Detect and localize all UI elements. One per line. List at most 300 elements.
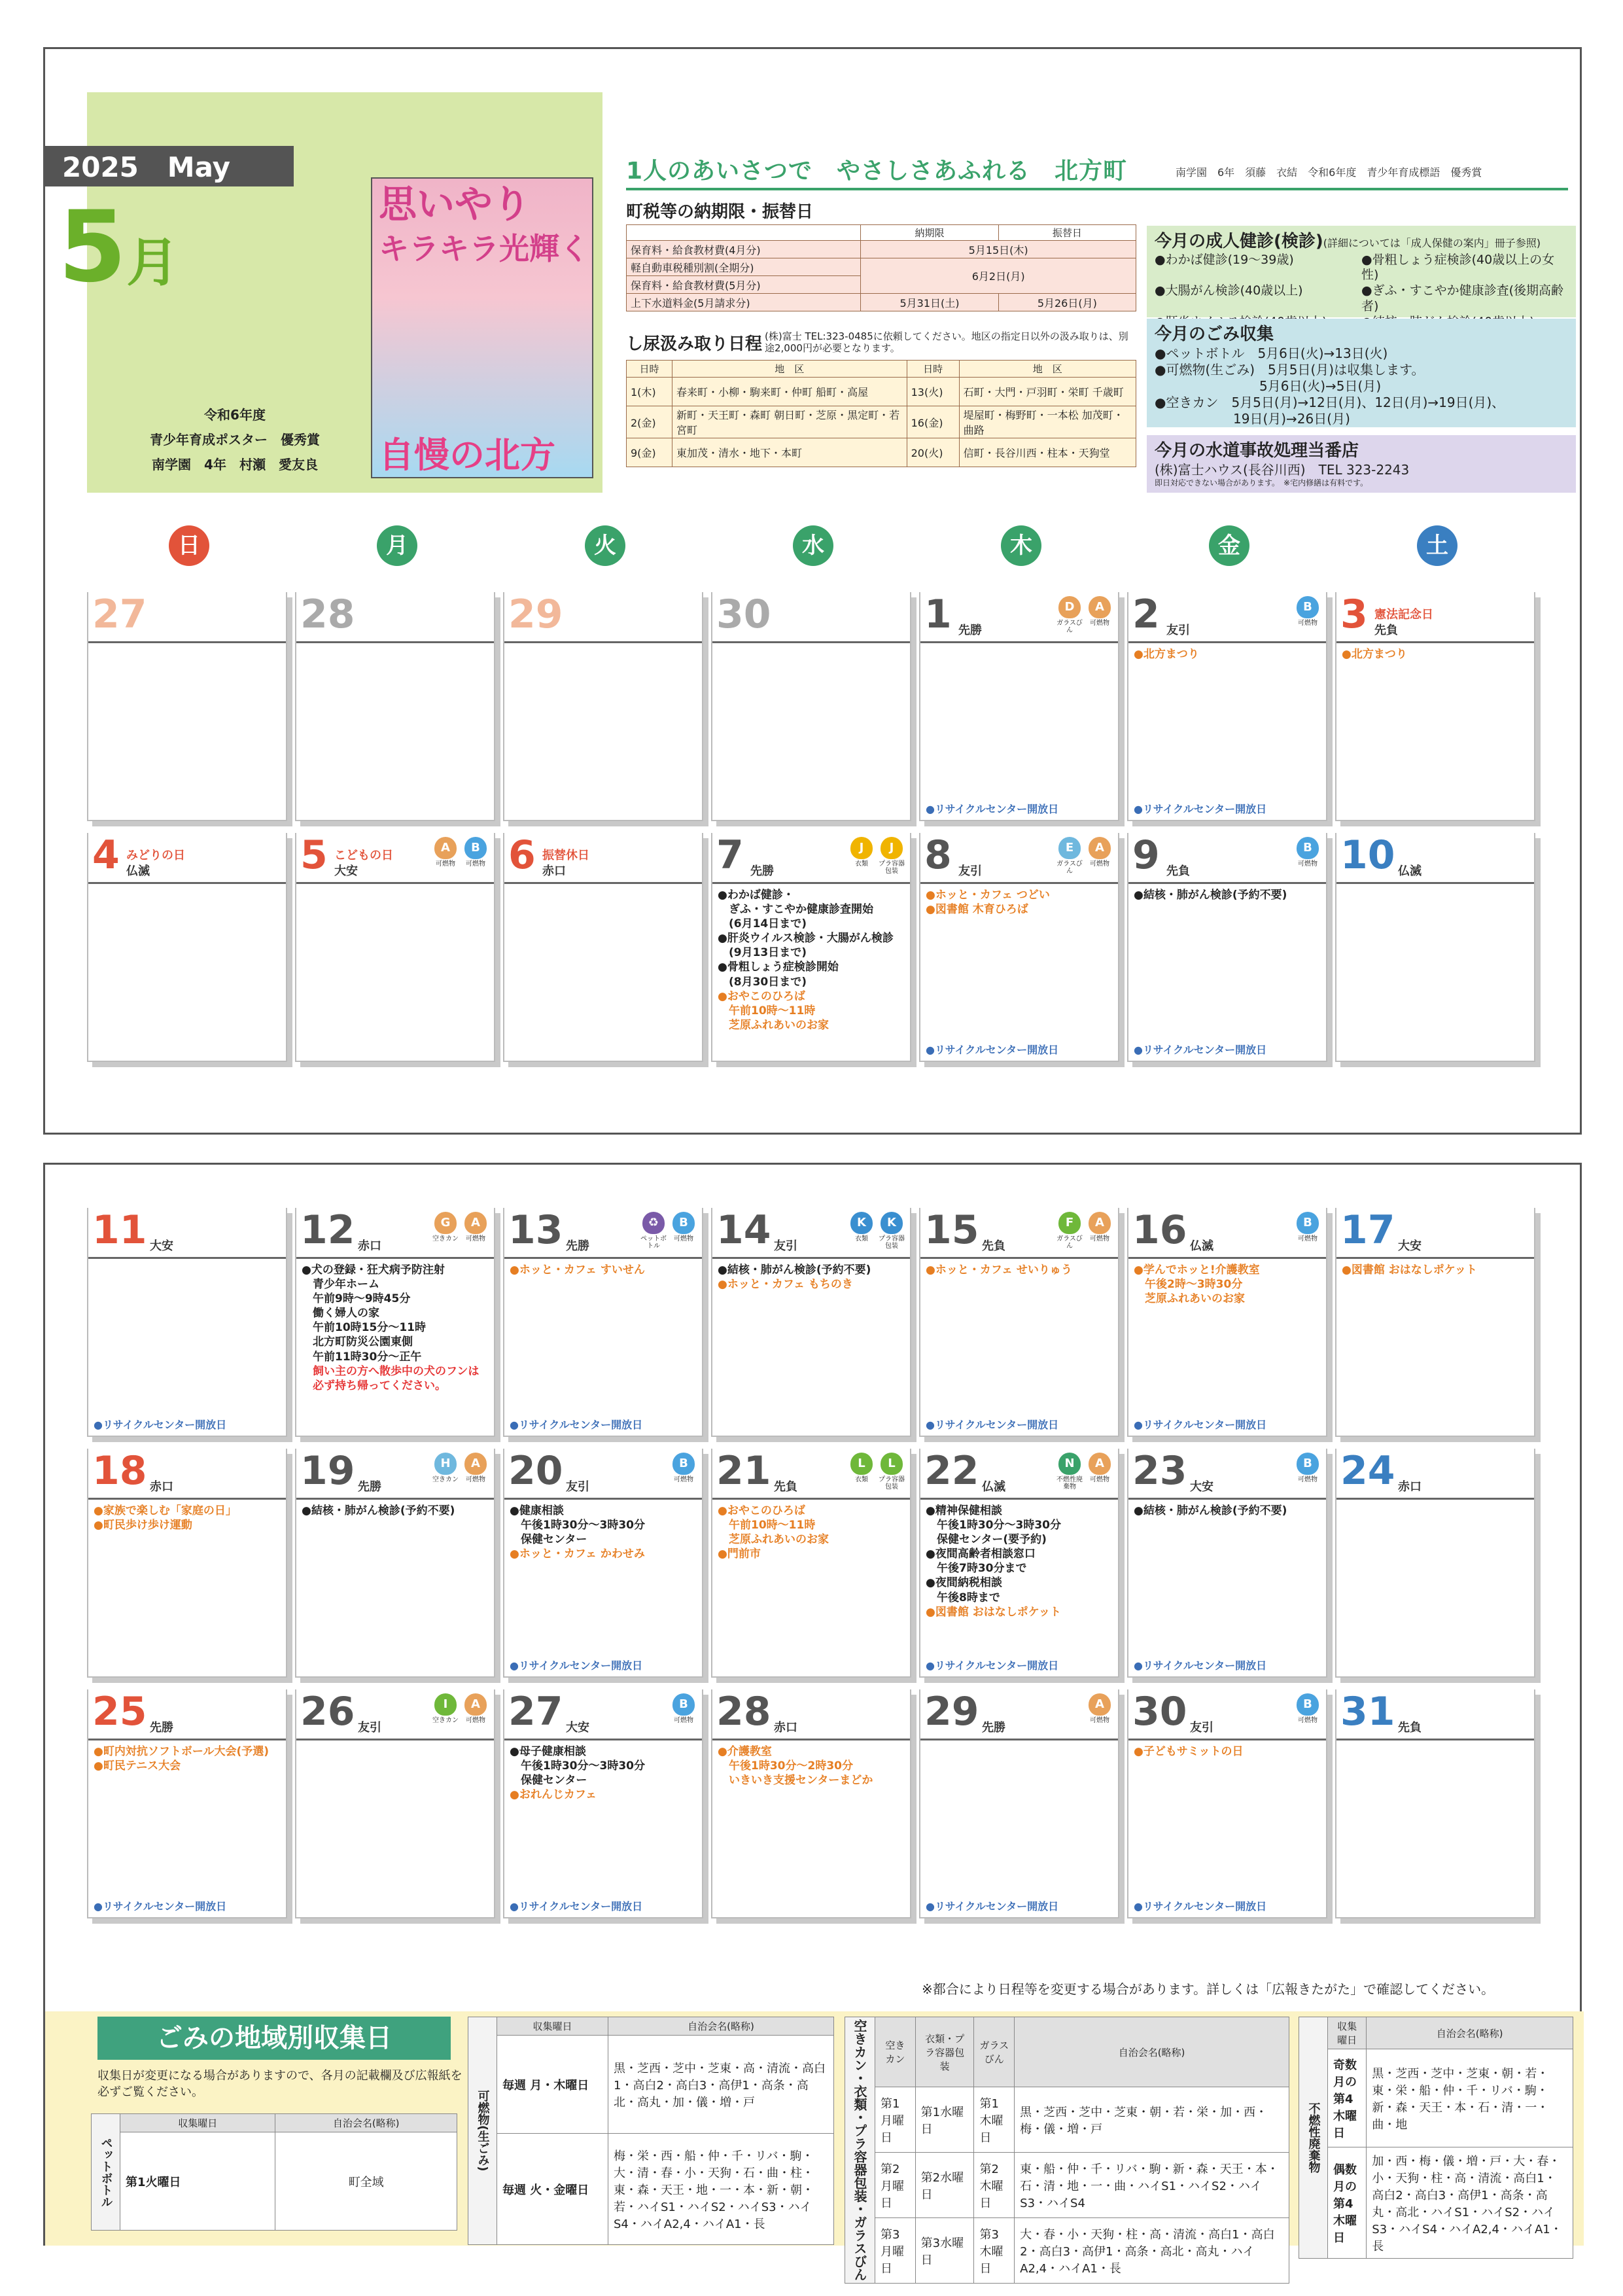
bag-label: 可燃物 [1298,1235,1318,1243]
bag-letter: A [1089,837,1111,859]
day-header [88,1689,286,1740]
garbage-bag-icon [1087,1693,1113,1724]
pet-table: ペットボトル 収集曜日 自治会名(略称) 第1火曜日 町全域 [91,2113,457,2231]
bag-letter: A [1089,1453,1111,1475]
day-events [1134,1744,1323,1759]
day-cell [919,592,1119,821]
bag-label: 可燃物 [1298,860,1318,868]
day-header [1128,833,1326,884]
garbage-icons [1056,1453,1113,1491]
event-line: 午後1時30分〜3時30分 [510,1759,645,1773]
bag-label: 可燃物 [674,1235,693,1243]
garbage-icons [432,1693,489,1724]
rokuyo: 赤口 [542,864,566,878]
garbage-icons [432,1212,489,1243]
event-line: ●図書館 木育ひろば [926,903,1028,917]
bag-label: 可燃物 [466,1717,485,1724]
bag-label: 衣類 [855,860,868,868]
day-number: 29 [924,1689,979,1735]
day-number: 5 [300,832,328,878]
event-line: ●精神保健相談 [926,1504,1002,1517]
event-line: ●母子健康相談 [510,1745,586,1758]
bag-label: 衣類 [855,1476,868,1483]
day-header [1128,1449,1326,1500]
day-cell [87,1689,287,1918]
day-cell [1127,592,1327,821]
event-line: ●学んでホッと!介護教室 [1134,1263,1260,1277]
day-number: 30 [1132,1689,1187,1735]
day-number: 28 [716,1689,771,1735]
rokuyo: 先負 [982,1239,1005,1253]
bag-label: 可燃物 [1090,620,1109,627]
day-number: 19 [300,1448,355,1494]
bag-label: プラ容器包装 [879,1235,905,1250]
bag-label: 可燃物 [466,860,485,868]
event-line: 午後2時〜3時30分 [1134,1278,1243,1292]
recycle-center-open: ●リサイクルセンター開放日 [1134,1044,1267,1056]
event-line: ●夜間高齢者相談窓口 [926,1547,1036,1561]
poster-line1: 思いやり [379,182,531,226]
bag-letter: B [1297,837,1319,859]
rokuyo: 仏滅 [1398,864,1422,878]
recycle-center-open: ●リサイクルセンター開放日 [926,1044,1059,1056]
recycle-center-open: ●リサイクルセンター開放日 [926,1659,1059,1672]
day-number: 2 [1132,592,1160,637]
bag-letter: A [1089,1693,1111,1716]
bag-label: 不燃性廃棄物 [1056,1476,1083,1491]
day-header [504,592,702,643]
day-events [1134,1504,1323,1518]
bag-label: プラ容器包装 [879,1476,905,1491]
bag-label: ペットボトル [640,1235,667,1250]
bag-letter: I [434,1693,457,1716]
garbage-bag-icon [671,1212,697,1250]
event-line: ●結核・肺がん検診(予約不要) [302,1504,455,1517]
bag-label: 可燃物 [1298,1717,1318,1724]
garbage-box: 今月のごみ収集 ●ペットボトル 5月6日(火)→13日(火) ●可燃物(生ごみ) 5月5日(月)は収集します。 5月6日(火)→5日(月) ●空きカン 5月5日(月)→12日(月)、12日(月)→19日(月)、 19日(月)→26日(月) [1147,319,1576,427]
tax-table: 納期限 振替日 保育料・給食教材費(4月分) 5月15日(木) 軽自動車税種別割(全期分) 6月2日(月) 保育料・給食教材費(5月分) 上下水道料金(5月請求分) 5月31日(土) 5月26日(月) [626,224,1136,311]
day-cell [1127,1449,1327,1678]
day-events [302,1263,491,1393]
day-events [510,1744,699,1802]
weekday-5: 金 [1209,525,1249,566]
rokuyo: 大安 [1190,1480,1213,1494]
event-line: 午前10時〜11時 [718,1004,816,1017]
day-header [296,833,494,884]
bag-label: 可燃物 [1298,620,1318,627]
recycle-center-open: ●リサイクルセンター開放日 [926,803,1059,815]
garbage-icons [1056,596,1113,634]
rokuyo: 先負 [1398,1721,1422,1735]
day-number: 13 [508,1207,563,1253]
garbage-bag-icon [462,1453,489,1483]
bag-letter: L [850,1453,873,1475]
event-line: 午前10時15分〜11時 [302,1321,426,1335]
day-number: 9 [1132,832,1160,878]
day-cell [1335,1689,1535,1918]
garbage-icons [432,1453,489,1483]
garbage-icons [671,1693,697,1724]
bag-letter: F [1058,1212,1081,1234]
event-line: 午後1時30分〜3時30分 [926,1519,1061,1532]
day-header [712,1208,910,1259]
holiday-name: みどりの日 [126,849,185,862]
event-line: ●ホッと・カフェ もちのき [718,1278,853,1292]
slogan-credit: 南学園 6年 須藤 衣結 令和6年度 青少年育成標語 優秀賞 [1176,166,1482,179]
collection-desc: 収集日が変更になる場合がありますので、各月の記載欄及び広報紙を必ずご覧ください。 [97,2069,462,2100]
garbage-icons [1056,1212,1113,1250]
day-events [926,1504,1115,1619]
day-cell [87,1208,287,1437]
day-cell [919,1689,1119,1918]
day-number: 22 [924,1448,979,1494]
day-cell [1127,833,1327,1062]
event-line: 午後1時30分〜2時30分 [718,1759,853,1773]
day-number: 26 [300,1689,355,1735]
event-line: ●介護教室 [718,1745,772,1758]
day-number: 15 [924,1207,979,1253]
day-cell [87,592,287,821]
day-cell [87,833,287,1062]
event-line: 保健センター(要予約) [926,1533,1047,1547]
day-events [926,888,1115,917]
event-line: ●健康相談 [510,1504,564,1517]
day-header [296,592,494,643]
bag-label: ガラスびん [1056,860,1083,875]
bag-label: 衣類 [855,1235,868,1243]
day-cell [711,1208,911,1437]
day-header [920,592,1118,643]
day-header [1128,592,1326,643]
rokuyo: 先勝 [150,1721,173,1735]
recycle-center-open: ●リサイクルセンター開放日 [94,1900,227,1913]
day-number: 28 [300,592,355,637]
day-cell [711,592,911,821]
day-header [712,1449,910,1500]
day-events [302,1504,491,1518]
day-cell [919,1449,1119,1678]
day-events [1342,647,1531,662]
garbage-icons [640,1212,697,1250]
event-line: ●町内対抗ソフトボール大会(予選) [94,1745,270,1758]
event-line: いきいき支援センターまどか [718,1774,873,1788]
event-line: 午前11時30分〜正午 [302,1350,422,1364]
day-cell [503,833,703,1062]
event-line: ●ホッと・カフェ すいせん [510,1263,645,1277]
rokuyo: 先負 [1166,864,1190,878]
day-cell [503,592,703,821]
garbage-bag-icon [1295,1453,1321,1483]
top-page [43,47,1582,1135]
garbage-icons [1087,1693,1113,1724]
event-line: 青少年ホーム [302,1278,379,1292]
day-number: 12 [300,1207,355,1253]
rokuyo: 先勝 [566,1239,589,1253]
day-number: 11 [92,1207,147,1253]
rokuyo: 仏滅 [1190,1239,1213,1253]
day-number: 10 [1340,832,1395,878]
bag-letter: D [1058,596,1081,618]
bag-letter: ♻ [642,1212,665,1234]
recycle-center-open: ●リサイクルセンター開放日 [510,1659,643,1672]
garbage-icons [848,1212,905,1250]
nonburnable-table: 不燃性廃棄物 収集曜日 自治会名(略称) 奇数月の第4木曜日 黒・芝西・芝中・芝東・朝・若・東・栄・船・仲・千・リバ・駒・新・森・天王・本・石・清・一・曲・地 偶数月の第4木曜日 加・西・梅・儀・増・戸・大・春・小・天狗・柱・高・清流・高白1・高白2・高白3・高伊1・高条・高丸・高北・ハイS1・ハイS2・ハイS3・ハイS4・ハイA2,4・ハイA1・長 [1299,2017,1573,2259]
event-line: ●おれんじカフェ [510,1788,597,1802]
recycle-center-open: ●リサイクルセンター開放日 [94,1419,227,1431]
event-line: ●図書館 おはなしポケット [926,1605,1061,1619]
bag-label: 可燃物 [1090,1476,1109,1483]
garbage-icons [848,1453,905,1491]
event-line: ●町民歩け歩け運動 [94,1519,192,1532]
day-events [718,1744,907,1788]
poster-line3: 自慢の北方 [379,434,555,476]
recycle-center-open: ●リサイクルセンター開放日 [1134,1659,1267,1672]
garbage-bag-icon [848,1212,875,1250]
resource-table: 空きカン・衣類・プラ容器包装・ガラスびん 空きカン 衣類・プラ容器包装 ガラスびん 自治会名(略称) 第1月曜日 第1水曜日 第1木曜日 黒・芝西・芝中・芝東・朝・若・栄・加・西・梅・儀・増・戸 第2月曜日 第2水曜日 第2木曜日 東・船・仲・千・リバ・駒・新・森・天王・本・石・清・地・一・曲・ハイS1・ハイS2・ハイS3・ハイS4 第3月曜日 第3水曜日 第3木曜日 大・春・小・天狗・柱・高・清流・高白1・高白2・高白3・高伊1・高条・高北・高丸・ハイA2,4・ハイA1・長 [845,2017,1289,2284]
year: 2025 [62,151,139,183]
holiday-name: こどもの日 [334,849,393,862]
rokuyo: 先負 [1374,624,1398,637]
day-header [1336,1449,1534,1500]
day-events [510,1504,699,1561]
big-month: 5月 [58,190,179,304]
weekday-0: 日 [169,525,209,566]
recycle-center-open: ●リサイクルセンター開放日 [926,1900,1059,1913]
day-header [1336,1689,1534,1740]
event-line: ●結核・肺がん検診(予約不要) [1134,1504,1287,1517]
rokuyo: 友引 [958,864,982,878]
event-line: 午後7時30分まで [926,1562,1027,1576]
event-line: (9月13日まで) [718,946,807,960]
day-header [1128,1689,1326,1740]
garbage-bag-icon [1295,1212,1321,1243]
event-line: 必ず持ち帰ってください。 [302,1379,446,1392]
bag-label: 可燃物 [674,1717,693,1724]
garbage-bag-icon [640,1212,667,1250]
day-header [712,1689,910,1740]
holiday-name: 憲法記念日 [1374,608,1433,622]
day-header [712,592,910,643]
garbage-bag-icon [432,837,459,868]
event-line: (6月14日まで) [718,917,807,931]
rokuyo: 仏滅 [126,864,150,878]
event-line: ●北方まつり [1134,648,1199,661]
day-cell [1335,1208,1535,1437]
garbage-bag-icon [1295,1693,1321,1724]
rokuyo: 先勝 [750,864,774,878]
bag-label: 空きカン [432,1235,459,1243]
garbage-bag-icon [462,1212,489,1243]
day-events [718,888,907,1033]
rokuyo: 先負 [774,1480,797,1494]
weekday-2: 火 [585,525,625,566]
sludge-note: (株)富士 TEL:323-0485に依頼してください。地区の指定日以外の汲み取りは、別途2,000円が必要となります。 [765,330,1128,354]
event-line: 午前9時〜9時45分 [302,1292,411,1306]
day-number: 24 [1340,1448,1395,1494]
day-header [504,833,702,884]
weekday-1: 月 [377,525,417,566]
day-events [510,1263,699,1277]
garbage-bag-icon [1295,837,1321,868]
day-header [920,833,1118,884]
event-line: ●家族で楽しむ「家庭の日」 [94,1504,237,1517]
event-line: ●骨粗しょう症検診開始 [718,961,839,974]
rokuyo: 赤口 [358,1239,381,1253]
weekday-3: 水 [793,525,833,566]
garbage-icons [1295,1693,1321,1724]
garbage-bag-icon [1087,1453,1113,1491]
garbage-bag-icon [671,1453,697,1483]
event-line: 午前10時〜11時 [718,1519,816,1532]
day-header [296,1449,494,1500]
bag-letter: A [1089,1212,1111,1234]
bag-letter: G [434,1212,457,1234]
day-cell [87,1449,287,1678]
bag-label: 可燃物 [1298,1476,1318,1483]
day-events [1134,1263,1323,1306]
tax-title: 町税等の納期限・振替日 [626,202,814,222]
day-cell [295,592,495,821]
garbage-bag-icon [879,1453,905,1491]
day-cell [1127,1208,1327,1437]
bag-letter: J [850,837,873,859]
sludge-table: 日時 地 区 日時 地 区 1(木) 春来町・小柳・駒来町・仲町 船町・高屋 13(火) 石町・大門・戸羽町・栄町 千歳町 2(金) 新町・天王町・森町 朝日町・芝原・黒定町・若宮町 16(金) 堤屋町・梅野町・一本松 加茂町・曲路 9(金) 東加茂・清水・地下・本町 20(火) 信町・長谷川西・柱本・天狗堂 [626,360,1136,467]
event-line: ●ホッと・カフェ つどい [926,889,1050,902]
day-events [1342,1263,1531,1277]
weekday-6: 土 [1417,525,1457,566]
bag-label: 空きカン [432,1476,459,1483]
rokuyo: 大安 [334,864,358,878]
rokuyo: 仏滅 [982,1480,1005,1494]
garbage-bag-icon [1087,596,1113,634]
day-events [94,1504,283,1532]
day-number: 8 [924,832,952,878]
bag-letter: H [434,1453,457,1475]
day-number: 27 [508,1689,563,1735]
event-line: ●子どもサミットの日 [1134,1745,1244,1758]
day-cell [919,1208,1119,1437]
event-line: ●ホッと・カフェ せいりゅう [926,1263,1072,1277]
day-header [920,1689,1118,1740]
day-number: 25 [92,1689,147,1735]
bag-letter: A [464,1693,487,1716]
day-events [718,1263,907,1292]
day-events [718,1504,907,1561]
recycle-center-open: ●リサイクルセンター開放日 [1134,1900,1267,1913]
event-line: 北方町防災公園東側 [302,1335,413,1349]
recycle-center-open: ●リサイクルセンター開放日 [1134,803,1267,815]
garbage-icons [1295,1212,1321,1243]
bag-letter: N [1058,1453,1081,1475]
bag-letter: K [850,1212,873,1234]
day-cell [919,833,1119,1062]
garbage-bag-icon [879,1212,905,1250]
day-number: 17 [1340,1207,1395,1253]
day-cell [503,1208,703,1437]
year-month-band [45,146,294,186]
day-number: 14 [716,1207,771,1253]
rokuyo: 友引 [1166,624,1190,637]
garbage-icons [1056,837,1113,875]
bag-letter: B [1297,1212,1319,1234]
bag-label: 可燃物 [674,1476,693,1483]
poster-line2: キラキラ光輝く [379,230,589,266]
bag-letter: B [672,1453,695,1475]
bag-letter: A [464,1212,487,1234]
rokuyo: 大安 [566,1721,589,1735]
bag-label: 可燃物 [436,860,455,868]
bag-label: プラ容器包装 [879,860,905,875]
rokuyo: 友引 [774,1239,797,1253]
day-cell [503,1689,703,1918]
event-line: ●夜間納税相談 [926,1576,1002,1590]
day-cell [711,1449,911,1678]
bag-letter: B [1297,596,1319,618]
garbage-bag-icon [671,1693,697,1724]
day-cell [1127,1689,1327,1918]
day-cell [711,1689,911,1918]
garbage-bag-icon [879,837,905,875]
garbage-bag-icon [848,1453,875,1491]
bag-letter: K [881,1212,903,1234]
recycle-center-open: ●リサイクルセンター開放日 [926,1419,1059,1431]
day-header [1336,592,1534,643]
day-header [88,592,286,643]
garbage-bag-icon [432,1453,459,1483]
event-line: ●おやこのひろば [718,1504,805,1517]
garbage-bag-icon [462,1693,489,1724]
day-number: 4 [92,832,120,878]
garbage-icons [1295,1453,1321,1483]
event-line: ぎふ・すこやか健康診査開始 [718,903,873,917]
rokuyo: 先勝 [358,1480,381,1494]
bag-letter: B [464,837,487,859]
event-line: ●図書館 おはなしポケット [1342,1263,1477,1277]
event-line: 芝原ふれあいのお家 [718,1533,829,1547]
rokuyo: 友引 [1190,1721,1213,1735]
poster-caption: 令和6年度 青少年育成ポスター 優秀賞 南学園 4年 村瀬 愛友良 [150,407,320,472]
event-line: ●肝炎ウイルス検診・大腸がん検診 [718,932,894,945]
day-number: 3 [1340,592,1368,637]
event-line: 午後8時まで [926,1591,1000,1604]
rokuyo: 友引 [358,1721,381,1735]
divider [626,188,1568,190]
day-header [296,1208,494,1259]
slogan: 1人のあいさつで やさしさあふれる 北方町 [626,158,1128,185]
garbage-icons [671,1453,697,1483]
rokuyo: 友引 [566,1480,589,1494]
bag-label: 空きカン [432,1717,459,1724]
garbage-bag-icon [1087,837,1113,875]
event-line: 保健センター [510,1533,587,1547]
event-line: ●犬の登録・狂犬病予防注射 [302,1263,445,1277]
garbage-bag-icon [1056,596,1083,634]
event-line: ●北方まつり [1342,648,1407,661]
sludge-title: し尿汲み取り日程 [626,334,763,354]
day-header [88,1449,286,1500]
day-cell [711,833,911,1062]
day-header [712,833,910,884]
bag-label: ガラスびん [1056,1235,1083,1250]
day-header [296,1689,494,1740]
bag-letter: L [881,1453,903,1475]
bag-label: 可燃物 [466,1235,485,1243]
burnable-table: 可燃物(生ごみ) 収集曜日 自治会名(略称) 毎週 月・木曜日 黒・芝西・芝中・芝東・高・清流・高白1・高白2・高白3・高伊1・高条・高北・高丸・加・儀・増・戸 毎週 火・金曜日 梅・栄・西・船・仲・千・リバ・駒・大・清・春・小・天狗・石・曲・柱・東・森・天王・地・一・本・新・朝・若・ハイS1・ハイS2・ハイS3・ハイS4・ハイA2,4・ハイA1・長 [468,2017,834,2245]
day-number: 21 [716,1448,771,1494]
bag-label: ガラスびん [1056,620,1083,634]
bag-letter: E [1058,837,1081,859]
garbage-bag-icon [1056,837,1083,875]
